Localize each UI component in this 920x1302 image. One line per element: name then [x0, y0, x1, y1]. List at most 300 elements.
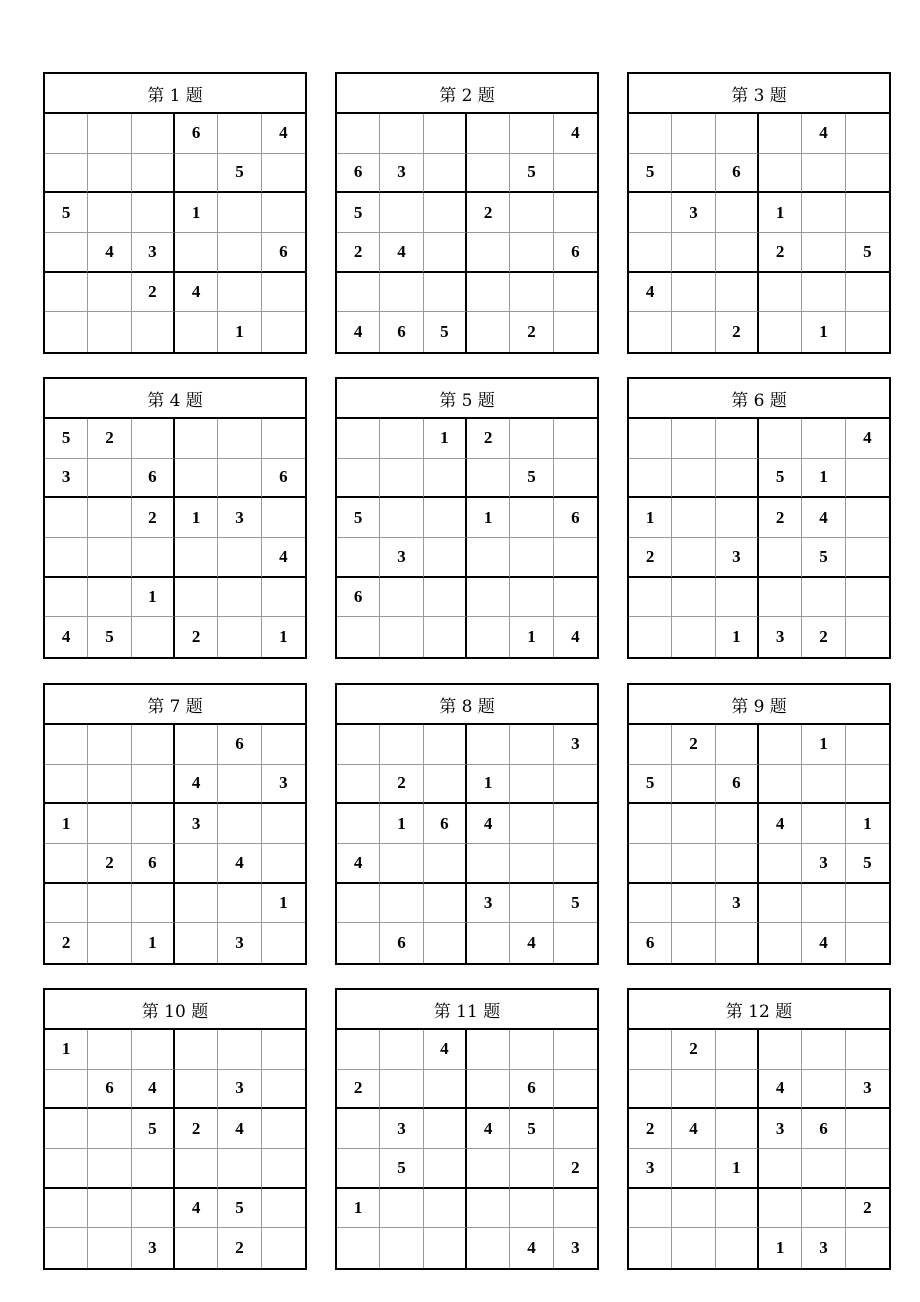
grid-cell[interactable] — [672, 765, 715, 805]
grid-cell[interactable] — [716, 1109, 759, 1149]
grid-cell[interactable] — [262, 1109, 305, 1149]
grid-cell[interactable] — [802, 193, 845, 233]
grid-cell[interactable] — [424, 617, 467, 657]
grid-cell[interactable] — [672, 1070, 715, 1110]
grid-cell[interactable] — [716, 804, 759, 844]
grid-cell[interactable] — [554, 312, 597, 352]
grid-cell[interactable]: 1 — [175, 193, 218, 233]
grid-cell[interactable]: 1 — [759, 1228, 802, 1268]
grid-cell[interactable] — [218, 884, 261, 924]
grid-cell[interactable] — [218, 804, 261, 844]
grid-cell[interactable]: 4 — [45, 617, 88, 657]
grid-cell[interactable] — [629, 884, 672, 924]
grid-cell[interactable]: 2 — [337, 1070, 380, 1110]
grid-cell[interactable] — [510, 765, 553, 805]
grid-cell[interactable] — [262, 498, 305, 538]
grid-cell[interactable] — [672, 114, 715, 154]
grid-cell[interactable] — [672, 273, 715, 313]
grid-cell[interactable] — [846, 578, 889, 618]
grid-cell[interactable] — [45, 1228, 88, 1268]
grid-cell[interactable] — [132, 193, 175, 233]
grid-cell[interactable]: 4 — [380, 233, 423, 273]
grid-cell[interactable] — [132, 1189, 175, 1229]
grid-cell[interactable]: 3 — [45, 459, 88, 499]
grid-cell[interactable]: 1 — [262, 884, 305, 924]
grid-cell[interactable] — [424, 1149, 467, 1189]
grid-cell[interactable]: 3 — [759, 617, 802, 657]
grid-cell[interactable] — [132, 884, 175, 924]
grid-cell[interactable] — [262, 1228, 305, 1268]
grid-cell[interactable] — [262, 419, 305, 459]
grid-cell[interactable] — [88, 538, 131, 578]
grid-cell[interactable] — [132, 1030, 175, 1070]
grid-cell[interactable] — [672, 1189, 715, 1229]
grid-cell[interactable] — [467, 725, 510, 765]
grid-cell[interactable] — [510, 1030, 553, 1070]
grid-cell[interactable]: 1 — [424, 419, 467, 459]
grid-cell[interactable]: 1 — [802, 312, 845, 352]
grid-cell[interactable]: 3 — [759, 1109, 802, 1149]
grid-cell[interactable] — [554, 923, 597, 963]
grid-cell[interactable] — [175, 725, 218, 765]
grid-cell[interactable]: 4 — [510, 923, 553, 963]
grid-cell[interactable] — [802, 273, 845, 313]
grid-cell[interactable] — [846, 114, 889, 154]
grid-cell[interactable]: 5 — [629, 765, 672, 805]
grid-cell[interactable]: 4 — [88, 233, 131, 273]
grid-cell[interactable]: 5 — [554, 884, 597, 924]
grid-cell[interactable] — [846, 923, 889, 963]
grid-cell[interactable] — [672, 419, 715, 459]
grid-cell[interactable]: 2 — [175, 1109, 218, 1149]
grid-cell[interactable] — [262, 1189, 305, 1229]
grid-cell[interactable]: 6 — [380, 312, 423, 352]
grid-cell[interactable] — [175, 578, 218, 618]
grid-cell[interactable]: 2 — [88, 419, 131, 459]
grid-cell[interactable] — [467, 1149, 510, 1189]
grid-cell[interactable]: 1 — [467, 765, 510, 805]
grid-cell[interactable] — [337, 923, 380, 963]
grid-cell[interactable] — [716, 1030, 759, 1070]
grid-cell[interactable] — [672, 884, 715, 924]
grid-cell[interactable] — [846, 1228, 889, 1268]
grid-cell[interactable] — [424, 725, 467, 765]
grid-cell[interactable] — [380, 498, 423, 538]
grid-cell[interactable] — [510, 578, 553, 618]
grid-cell[interactable] — [672, 312, 715, 352]
grid-cell[interactable]: 3 — [175, 804, 218, 844]
grid-cell[interactable] — [759, 1030, 802, 1070]
grid-cell[interactable] — [424, 273, 467, 313]
grid-cell[interactable] — [846, 538, 889, 578]
grid-cell[interactable] — [554, 538, 597, 578]
grid-cell[interactable]: 6 — [337, 578, 380, 618]
grid-cell[interactable] — [88, 312, 131, 352]
grid-cell[interactable]: 3 — [629, 1149, 672, 1189]
grid-cell[interactable]: 3 — [467, 884, 510, 924]
grid-cell[interactable]: 6 — [380, 923, 423, 963]
grid-cell[interactable] — [467, 273, 510, 313]
grid-cell[interactable] — [175, 154, 218, 194]
grid-cell[interactable] — [672, 459, 715, 499]
grid-cell[interactable] — [262, 1149, 305, 1189]
grid-cell[interactable] — [424, 844, 467, 884]
grid-cell[interactable] — [629, 312, 672, 352]
grid-cell[interactable] — [554, 844, 597, 884]
grid-cell[interactable]: 6 — [716, 154, 759, 194]
grid-cell[interactable] — [88, 765, 131, 805]
grid-cell[interactable] — [510, 419, 553, 459]
grid-cell[interactable] — [380, 1228, 423, 1268]
grid-cell[interactable]: 4 — [571, 627, 580, 647]
grid-cell[interactable] — [467, 312, 510, 352]
grid-cell[interactable] — [424, 765, 467, 805]
grid-cell[interactable]: 2 — [759, 233, 802, 273]
grid-cell[interactable]: 2 — [846, 1189, 889, 1229]
grid-cell[interactable] — [716, 725, 759, 765]
grid-cell[interactable]: 1 — [45, 1030, 88, 1070]
grid-cell[interactable] — [846, 312, 889, 352]
grid-cell[interactable]: 6 — [132, 459, 175, 499]
grid-cell[interactable] — [629, 459, 672, 499]
grid-cell[interactable]: 2 — [510, 312, 553, 352]
grid-cell[interactable]: 2 — [554, 1149, 597, 1189]
grid-cell[interactable] — [716, 193, 759, 233]
grid-cell[interactable] — [846, 1149, 889, 1189]
grid-cell[interactable] — [554, 459, 597, 499]
grid-cell[interactable] — [380, 884, 423, 924]
grid-cell[interactable] — [759, 765, 802, 805]
grid-cell[interactable]: 1 — [218, 312, 261, 352]
grid-cell[interactable] — [424, 923, 467, 963]
grid-cell[interactable]: 1 — [510, 617, 553, 657]
grid-cell[interactable] — [45, 725, 88, 765]
grid-cell[interactable]: 1 — [279, 627, 288, 647]
grid-cell[interactable] — [510, 804, 553, 844]
grid-cell[interactable]: 2 — [629, 1109, 672, 1149]
grid-cell[interactable] — [716, 273, 759, 313]
grid-cell[interactable] — [672, 844, 715, 884]
grid-cell[interactable] — [759, 725, 802, 765]
grid-cell[interactable]: 4 — [132, 1070, 175, 1110]
grid-cell[interactable] — [424, 193, 467, 233]
grid-cell[interactable] — [802, 1030, 845, 1070]
grid-cell[interactable] — [629, 233, 672, 273]
grid-cell[interactable] — [629, 419, 672, 459]
grid-cell[interactable] — [45, 273, 88, 313]
grid-cell[interactable] — [424, 459, 467, 499]
grid-cell[interactable] — [424, 538, 467, 578]
grid-cell[interactable]: 1 — [802, 725, 845, 765]
grid-cell[interactable]: 4 — [846, 419, 889, 459]
grid-cell[interactable]: 4 — [262, 114, 305, 154]
grid-cell[interactable] — [175, 1228, 218, 1268]
grid-cell[interactable] — [629, 1070, 672, 1110]
grid-cell[interactable] — [132, 538, 175, 578]
grid-cell[interactable] — [802, 578, 845, 618]
grid-cell[interactable] — [554, 419, 597, 459]
grid-cell[interactable] — [175, 884, 218, 924]
grid-cell[interactable] — [554, 1030, 597, 1070]
grid-cell[interactable] — [846, 1109, 889, 1149]
grid-cell[interactable] — [45, 498, 88, 538]
grid-cell[interactable]: 3 — [554, 725, 597, 765]
grid-cell[interactable] — [218, 193, 261, 233]
grid-cell[interactable] — [629, 1030, 672, 1070]
grid-cell[interactable] — [629, 578, 672, 618]
grid-cell[interactable]: 6 — [554, 233, 597, 273]
grid-cell[interactable] — [424, 1189, 467, 1229]
grid-cell[interactable] — [262, 273, 305, 313]
grid-cell[interactable] — [716, 578, 759, 618]
grid-cell[interactable] — [337, 617, 380, 657]
grid-cell[interactable] — [380, 459, 423, 499]
grid-cell[interactable] — [467, 617, 510, 657]
grid-cell[interactable] — [262, 578, 305, 618]
grid-cell[interactable] — [672, 1228, 715, 1268]
grid-cell[interactable] — [88, 193, 131, 233]
grid-cell[interactable]: 5 — [846, 233, 889, 273]
grid-cell[interactable] — [802, 765, 845, 805]
grid-cell[interactable]: 4 — [802, 114, 845, 154]
grid-cell[interactable] — [337, 1228, 380, 1268]
grid-cell[interactable]: 4 — [759, 1070, 802, 1110]
grid-cell[interactable]: 5 — [132, 1109, 175, 1149]
grid-cell[interactable] — [175, 233, 218, 273]
grid-cell[interactable]: 6 — [337, 154, 380, 194]
grid-cell[interactable] — [759, 419, 802, 459]
grid-cell[interactable]: 3 — [380, 538, 423, 578]
grid-cell[interactable] — [175, 538, 218, 578]
grid-cell[interactable] — [262, 923, 305, 963]
grid-cell[interactable]: 1 — [132, 578, 175, 618]
grid-cell[interactable] — [45, 312, 88, 352]
grid-cell[interactable] — [88, 114, 131, 154]
grid-cell[interactable]: 6 — [132, 844, 175, 884]
grid-cell[interactable]: 5 — [759, 459, 802, 499]
grid-cell[interactable] — [175, 312, 218, 352]
grid-cell[interactable] — [337, 1030, 380, 1070]
grid-cell[interactable]: 3 — [846, 1070, 889, 1110]
grid-cell[interactable] — [88, 1228, 131, 1268]
grid-cell[interactable]: 4 — [510, 1228, 553, 1268]
grid-cell[interactable] — [45, 1109, 88, 1149]
grid-cell[interactable] — [337, 1109, 380, 1149]
grid-cell[interactable] — [45, 154, 88, 194]
grid-cell[interactable] — [262, 1030, 305, 1070]
grid-cell[interactable] — [337, 273, 380, 313]
grid-cell[interactable] — [424, 1228, 467, 1268]
grid-cell[interactable]: 2 — [629, 538, 672, 578]
grid-cell[interactable] — [467, 1070, 510, 1110]
grid-cell[interactable] — [467, 923, 510, 963]
grid-cell[interactable] — [716, 419, 759, 459]
grid-cell[interactable] — [510, 233, 553, 273]
grid-cell[interactable] — [45, 1070, 88, 1110]
grid-cell[interactable] — [45, 1189, 88, 1229]
grid-cell[interactable]: 5 — [218, 154, 261, 194]
grid-cell[interactable] — [510, 1149, 553, 1189]
grid-cell[interactable] — [380, 617, 423, 657]
grid-cell[interactable] — [510, 884, 553, 924]
grid-cell[interactable] — [88, 804, 131, 844]
grid-cell[interactable] — [380, 578, 423, 618]
grid-cell[interactable] — [88, 1189, 131, 1229]
grid-cell[interactable] — [175, 844, 218, 884]
grid-cell[interactable]: 1 — [380, 804, 423, 844]
grid-cell[interactable] — [337, 1149, 380, 1189]
grid-cell[interactable] — [759, 1189, 802, 1229]
grid-cell[interactable] — [132, 725, 175, 765]
grid-cell[interactable]: 5 — [337, 498, 380, 538]
grid-cell[interactable]: 2 — [175, 617, 218, 657]
grid-cell[interactable] — [262, 1070, 305, 1110]
grid-cell[interactable]: 5 — [510, 459, 553, 499]
grid-cell[interactable]: 5 — [424, 312, 467, 352]
grid-cell[interactable] — [380, 1030, 423, 1070]
grid-cell[interactable] — [218, 1030, 261, 1070]
grid-cell[interactable] — [846, 884, 889, 924]
grid-cell[interactable] — [175, 459, 218, 499]
grid-cell[interactable] — [467, 1030, 510, 1070]
grid-cell[interactable] — [88, 884, 131, 924]
grid-cell[interactable]: 6 — [262, 233, 305, 273]
grid-cell[interactable] — [467, 538, 510, 578]
grid-cell[interactable] — [846, 193, 889, 233]
grid-cell[interactable]: 3 — [218, 498, 261, 538]
grid-cell[interactable] — [132, 419, 175, 459]
grid-cell[interactable]: 2 — [467, 419, 510, 459]
grid-cell[interactable] — [716, 1070, 759, 1110]
grid-cell[interactable] — [510, 114, 553, 154]
grid-cell[interactable] — [716, 114, 759, 154]
grid-cell[interactable] — [132, 765, 175, 805]
grid-cell[interactable] — [218, 1149, 261, 1189]
grid-cell[interactable] — [759, 884, 802, 924]
grid-cell[interactable] — [218, 419, 261, 459]
grid-cell[interactable] — [88, 725, 131, 765]
grid-cell[interactable] — [175, 1149, 218, 1189]
grid-cell[interactable]: 3 — [716, 538, 759, 578]
grid-cell[interactable]: 2 — [380, 765, 423, 805]
grid-cell[interactable] — [380, 725, 423, 765]
grid-cell[interactable]: 5 — [510, 154, 553, 194]
grid-cell[interactable] — [88, 578, 131, 618]
grid-cell[interactable] — [554, 765, 597, 805]
grid-cell[interactable] — [802, 1189, 845, 1229]
grid-cell[interactable] — [218, 114, 261, 154]
grid-cell[interactable]: 4 — [424, 1030, 467, 1070]
grid-cell[interactable] — [218, 273, 261, 313]
grid-cell[interactable] — [554, 578, 597, 618]
grid-cell[interactable] — [467, 1189, 510, 1229]
grid-cell[interactable] — [629, 114, 672, 154]
grid-cell[interactable] — [672, 538, 715, 578]
grid-cell[interactable] — [802, 233, 845, 273]
grid-cell[interactable] — [262, 804, 305, 844]
grid-cell[interactable]: 4 — [554, 114, 597, 154]
grid-cell[interactable]: 1 — [846, 804, 889, 844]
grid-cell[interactable] — [424, 884, 467, 924]
grid-cell[interactable] — [510, 193, 553, 233]
grid-cell[interactable] — [467, 1228, 510, 1268]
grid-cell[interactable]: 4 — [337, 312, 380, 352]
grid-cell[interactable]: 3 — [716, 884, 759, 924]
grid-cell[interactable]: 6 — [629, 923, 672, 963]
grid-cell[interactable] — [45, 1149, 88, 1189]
grid-cell[interactable] — [759, 1149, 802, 1189]
grid-cell[interactable] — [467, 578, 510, 618]
grid-cell[interactable] — [88, 1109, 131, 1149]
grid-cell[interactable] — [88, 1030, 131, 1070]
grid-cell[interactable]: 2 — [88, 844, 131, 884]
grid-cell[interactable]: 1 — [716, 617, 759, 657]
grid-cell[interactable] — [380, 114, 423, 154]
grid-cell[interactable] — [510, 1189, 553, 1229]
grid-cell[interactable] — [88, 273, 131, 313]
grid-cell[interactable] — [88, 154, 131, 194]
grid-cell[interactable] — [467, 154, 510, 194]
grid-cell[interactable]: 2 — [672, 1030, 715, 1070]
grid-cell[interactable]: 5 — [45, 193, 88, 233]
grid-cell[interactable] — [175, 419, 218, 459]
grid-cell[interactable] — [716, 923, 759, 963]
grid-cell[interactable] — [846, 617, 889, 657]
grid-cell[interactable]: 4 — [175, 1189, 218, 1229]
grid-cell[interactable] — [175, 1070, 218, 1110]
grid-cell[interactable] — [45, 578, 88, 618]
grid-cell[interactable] — [554, 273, 597, 313]
grid-cell[interactable] — [132, 114, 175, 154]
grid-cell[interactable] — [88, 1149, 131, 1189]
grid-cell[interactable] — [716, 459, 759, 499]
grid-cell[interactable] — [802, 419, 845, 459]
grid-cell[interactable]: 3 — [218, 923, 261, 963]
grid-cell[interactable] — [132, 154, 175, 194]
grid-cell[interactable] — [759, 273, 802, 313]
grid-cell[interactable] — [716, 498, 759, 538]
grid-cell[interactable]: 2 — [672, 725, 715, 765]
grid-cell[interactable]: 4 — [759, 804, 802, 844]
grid-cell[interactable] — [45, 765, 88, 805]
grid-cell[interactable] — [672, 498, 715, 538]
grid-cell[interactable]: 6 — [510, 1070, 553, 1110]
grid-cell[interactable]: 5 — [802, 538, 845, 578]
grid-cell[interactable] — [554, 1189, 597, 1229]
grid-cell[interactable] — [132, 804, 175, 844]
grid-cell[interactable] — [218, 538, 261, 578]
grid-cell[interactable] — [716, 1228, 759, 1268]
grid-cell[interactable]: 6 — [716, 765, 759, 805]
grid-cell[interactable] — [759, 114, 802, 154]
grid-cell[interactable]: 4 — [467, 804, 510, 844]
grid-cell[interactable] — [337, 114, 380, 154]
grid-cell[interactable]: 1 — [45, 804, 88, 844]
grid-cell[interactable]: 1 — [337, 1189, 380, 1229]
grid-cell[interactable]: 5 — [380, 1149, 423, 1189]
grid-cell[interactable]: 1 — [759, 193, 802, 233]
grid-cell[interactable] — [45, 884, 88, 924]
grid-cell[interactable]: 2 — [132, 273, 175, 313]
grid-cell[interactable] — [759, 538, 802, 578]
grid-cell[interactable] — [802, 1149, 845, 1189]
grid-cell[interactable]: 3 — [218, 1070, 261, 1110]
grid-cell[interactable]: 3 — [262, 765, 305, 805]
grid-cell[interactable] — [380, 273, 423, 313]
grid-cell[interactable]: 4 — [337, 844, 380, 884]
grid-cell[interactable] — [218, 617, 261, 657]
grid-cell[interactable]: 3 — [132, 233, 175, 273]
